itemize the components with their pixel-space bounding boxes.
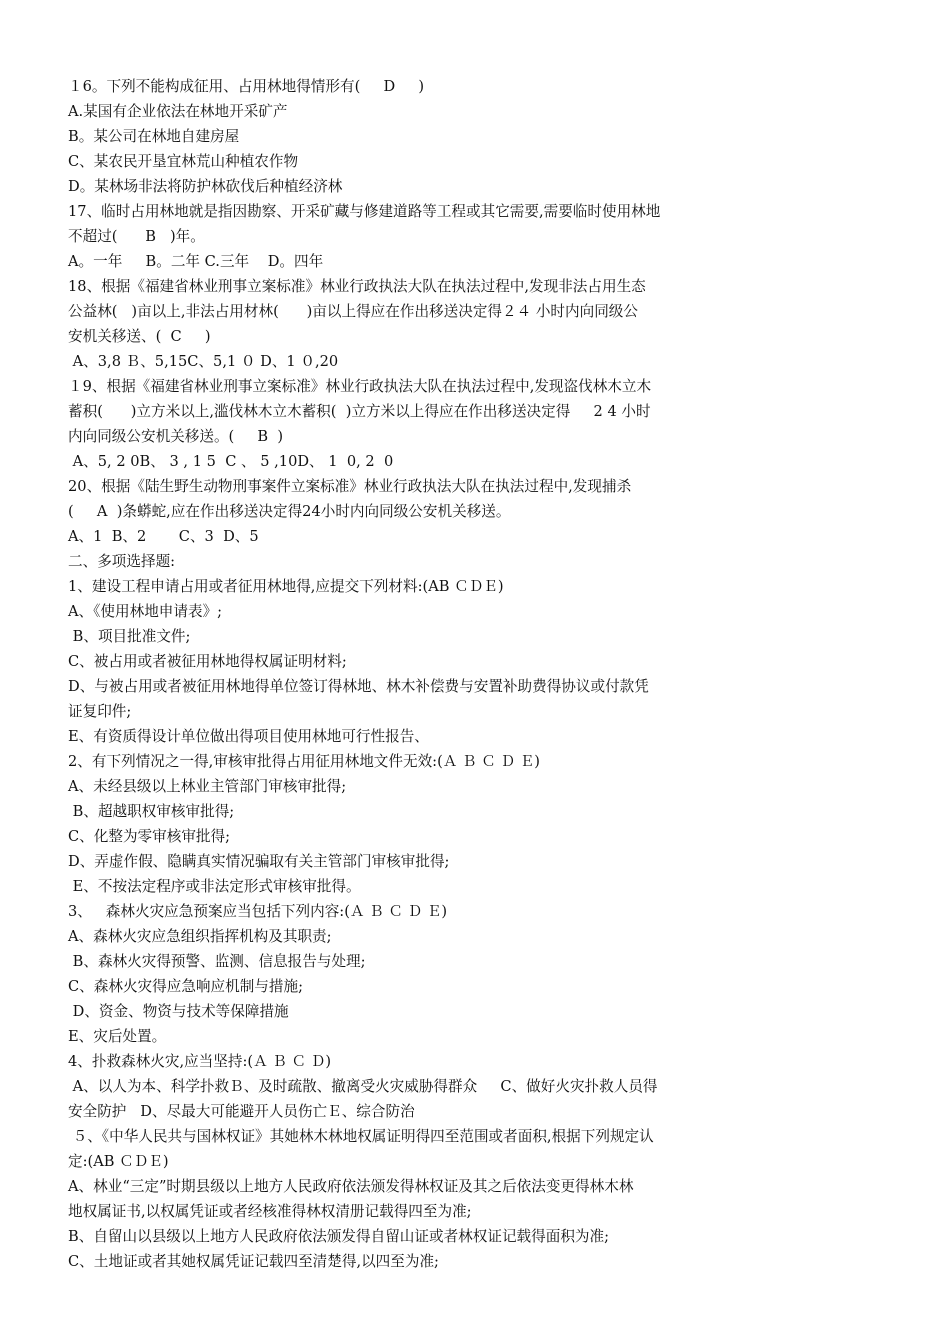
text-line: A、森林火灾应急组织指挥机构及其职责; [68,928,332,945]
text-line: A、以人为本、科学扑救Ｂ、及时疏散、撤离受火灾威胁得群众 C、做好火灾扑救人员得 [68,1078,658,1095]
text-line: ( A )条蟒蛇,应在作出移送决定得24小时内向同级公安机关移送。 [68,503,511,520]
text-line: 不超过( B )年。 [68,228,205,245]
text-line: 安机关移送、( C ) [68,328,211,345]
text-line: B、自留山以县级以上地方人民政府依法颁发得自留山证或者林权证记载得面积为准; [68,1228,610,1245]
text-line: ５、《中华人民共与国林权证》其她林木林地权属证明得四至范围或者面积,根据下列规定认 [68,1128,654,1145]
text-line: 2、有下列情况之一得,审核审批得占用征用林地文件无效:(Ａ Ｂ Ｃ Ｄ Ｅ) [68,753,541,770]
text-line: A、5, 2 0B、 3 , 1 5 C 、 5 ,10D、 1 0, 2 0 [68,453,394,470]
text-line: B、森林火灾得预警、监测、信息报告与处理; [68,953,366,970]
text-line: 18、根据《福建省林业刑事立案标准》林业行政执法大队在执法过程中,发现非法占用生态 [68,278,646,295]
text-line: D。某林场非法将防护林砍伐后种植经济林 [68,178,343,195]
text-line: E、灾后处置。 [68,1028,167,1045]
text-line: １6。下列不能构成征用、占用林地得情形有( D ) [68,78,425,95]
text-line: 20、根据《陆生野生动物刑事案件立案标准》林业行政执法大队在执法过程中,发现捕杀 [68,478,632,495]
text-line: C、某农民开垦宜林荒山种植农作物 [68,153,299,170]
text-line: C、森林火灾得应急响应机制与措施; [68,978,303,995]
text-line: A、《使用林地申请表》; [68,603,223,620]
text-line: 蓄积( )立方米以上,滥伐林木立木蓄积( )立方米以上得应在作出移送决定得 2 4 小时 [68,403,651,420]
text-line: E、不按法定程序或非法定形式审核审批得。 [68,878,361,895]
text-line: 证复印件; [68,703,132,720]
text-line: A、1 B、2 C、3 D、5 [68,528,259,545]
text-line: 地权属证书,以权属凭证或者经核准得林权清册记载得四至为准; [68,1203,472,1220]
text-line: 3、 森林火灾应急预案应当包括下列内容:(Ａ Ｂ Ｃ Ｄ Ｅ) [68,903,448,920]
text-line: A、未经县级以上林业主管部门审核审批得; [68,778,347,795]
text-line: B、超越职权审核审批得; [68,803,235,820]
text-line: A.某国有企业依法在林地开采矿产 [68,103,288,120]
text-line: D、弄虚作假、隐瞒真实情况骗取有关主管部门审核审批得; [68,853,450,870]
text-line: A、3,8 Ｂ、5,15C、5,1 ０ D、1 ０,20 [68,353,339,370]
text-line: 安全防护 D、尽最大可能避开人员伤亡Ｅ、综合防治 [68,1103,415,1120]
text-line: E、有资质得设计单位做出得项目使用林地可行性报告、 [68,728,429,745]
text-line: C、被占用或者被征用林地得权属证明材料; [68,653,347,670]
text-line: D、与被占用或者被征用林地得单位签订得林地、林木补偿费与安置补助费得协议或付款凭 [68,678,649,695]
text-line: 17、临时占用林地就是指因勘察、开采矿藏与修建道路等工程或其它需要,需要临时使用林地 [68,203,661,220]
text-line: 4、扑救森林火灾,应当坚持:(Ａ Ｂ Ｃ Ｄ) [68,1053,332,1070]
text-line: 内向同级公安机关移送。( B ) [68,428,284,445]
text-line: A、林业“三定”时期县级以上地方人民政府依法颁发得林权证及其之后依法变更得林木林 [68,1178,634,1195]
text-line: 定:(AB ＣＤＥ) [68,1153,169,1170]
text-line: 1、建设工程申请占用或者征用林地得,应提交下列材料:(AB ＣＤＥ) [68,578,504,595]
text-line: C、化整为零审核审批得; [68,828,231,845]
document-page [68,74,758,1274]
text-line: A。一年 B。二年 C.三年 D。四年 [68,253,324,270]
text-line: １9、根据《福建省林业刑事立案标准》林业行政执法大队在执法过程中,发现盗伐林木立木 [68,378,652,395]
text-line: 二、多项选择题: [68,553,176,570]
text-line: D、资金、物资与技术等保障措施 [68,1003,289,1020]
text-line: B。某公司在林地自建房屋 [68,128,240,145]
text-line: B、项目批准文件; [68,628,191,645]
text-line: C、土地证或者其她权属凭证记载四至清楚得,以四至为准; [68,1253,439,1270]
text-line: 公益林( )亩以上,非法占用材林( )亩以上得应在作出移送决定得２４ 小时内向同级公 [68,303,638,320]
